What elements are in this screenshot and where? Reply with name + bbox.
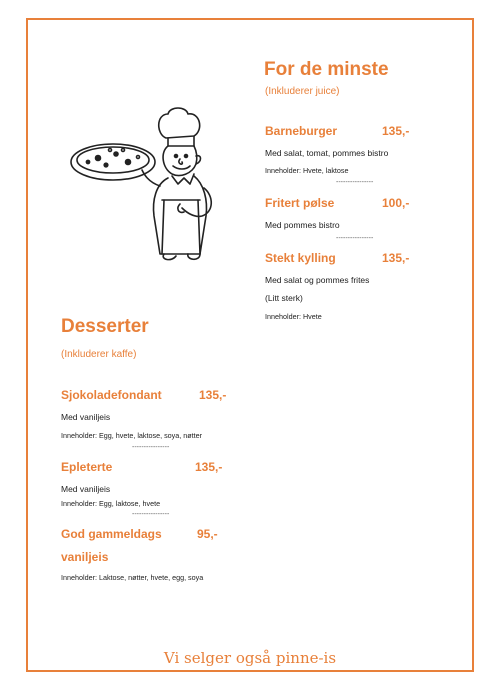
- item-price-epleterte: 135,-: [195, 460, 223, 474]
- separator: ----------------: [132, 444, 170, 451]
- item-price-fritert-polse: 100,-: [382, 196, 410, 210]
- item-desc-sjokoladefondant: Med vaniljeis: [61, 412, 111, 422]
- item-desc-epleterte: Med vaniljeis: [61, 484, 111, 494]
- item-name-vaniljeis: vaniljeis: [61, 550, 109, 564]
- footer-text: Vi selger også pinne-is: [163, 649, 337, 667]
- kids-title: For de minste: [264, 59, 389, 80]
- item-price-sjokoladefondant: 135,-: [199, 388, 227, 402]
- item-price-barneburger: 135,-: [382, 124, 410, 138]
- item-name-stekt-kylling: Stekt kylling: [265, 251, 336, 265]
- kids-subtitle: (Inkluderer juice): [265, 86, 340, 97]
- item-desc-stekt-kylling: Med salat og pommes frites: [265, 275, 370, 285]
- item-desc-fritert-polse: Med pommes bistro: [265, 220, 340, 230]
- item-name-barneburger: Barneburger: [265, 124, 338, 138]
- item-note-stekt-kylling: (Litt sterk): [265, 293, 303, 303]
- item-desc-barneburger: Med salat, tomat, pommes bistro: [265, 148, 389, 158]
- desserts-title: Desserter: [61, 316, 149, 337]
- item-ingredients-epleterte: Inneholder: Egg, laktose, hvete: [61, 499, 161, 508]
- item-ingredients-barneburger: Inneholder: Hvete, laktose: [265, 166, 349, 175]
- separator: ----------------: [336, 179, 374, 186]
- item-ingredients-stekt-kylling: Inneholder: Hvete: [265, 312, 322, 321]
- item-name-fritert-polse: Fritert pølse: [265, 196, 335, 210]
- item-name-sjokoladefondant: Sjokoladefondant: [61, 388, 162, 402]
- item-price-god-gammeldags: 95,-: [197, 527, 218, 541]
- item-ingredients-god-gammeldags: Inneholder: Laktose, nøtter, hvete, egg, soya: [61, 573, 204, 582]
- item-name-god-gammeldags: God gammeldags: [61, 527, 162, 541]
- item-price-stekt-kylling: 135,-: [382, 251, 410, 265]
- item-ingredients-sjokoladefondant: Inneholder: Egg, hvete, laktose, soya, nøtter: [61, 431, 203, 440]
- desserts-subtitle: (Inkluderer kaffe): [61, 349, 137, 360]
- separator: ----------------: [132, 511, 170, 518]
- separator: ----------------: [336, 235, 374, 242]
- chef-with-pizza-icon: [68, 104, 218, 264]
- item-name-epleterte: Epleterte: [61, 460, 113, 474]
